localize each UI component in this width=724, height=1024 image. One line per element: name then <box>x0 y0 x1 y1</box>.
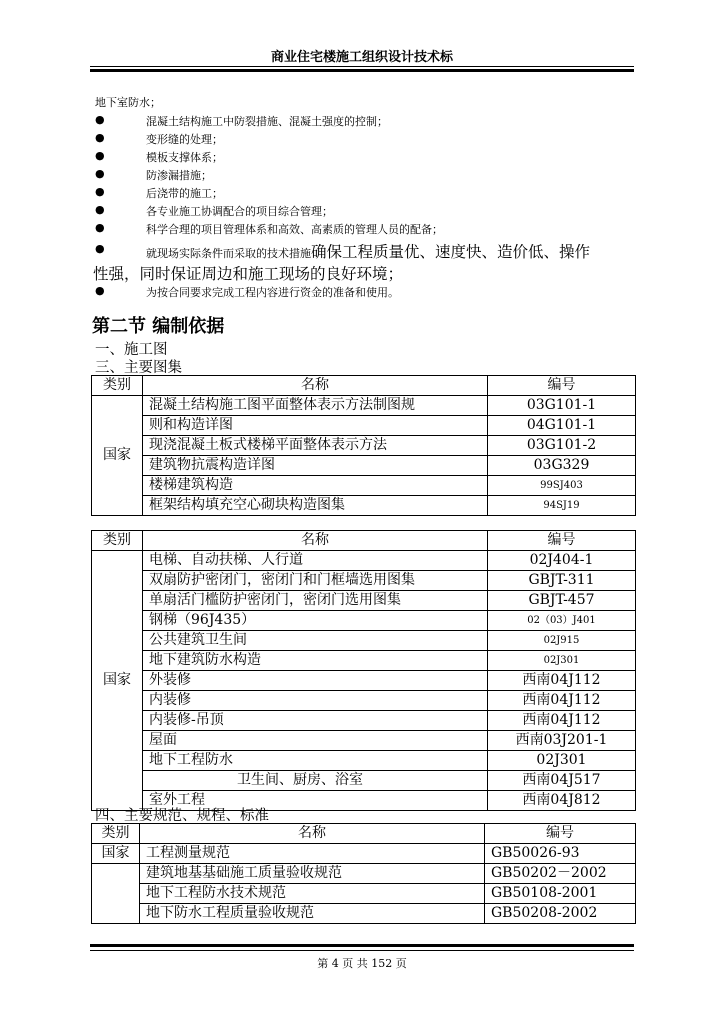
bullet-icon: ● <box>95 185 105 198</box>
table-row <box>92 671 636 691</box>
name-cell: 建筑地基基础施工质量验收规范 <box>140 864 485 884</box>
footer-rule-thin <box>90 950 634 951</box>
list-item: 后浇带的施工； <box>146 187 223 200</box>
list-item-long <box>146 240 590 262</box>
table-row <box>92 864 636 884</box>
code-cell: 西南03J201-1 <box>488 731 636 751</box>
category-cell-empty <box>92 904 140 924</box>
code-cell: GB50026-93 <box>485 844 636 864</box>
name-cell: 公共建筑卫生间 <box>143 631 488 651</box>
section-title: 第二节 编制依据 <box>92 316 225 337</box>
table-row <box>92 416 636 436</box>
name-cell: 则和构造详图 <box>143 416 488 436</box>
category-cell: 国家 <box>92 396 143 516</box>
name-cell: 钢梯（96J435） <box>143 611 488 631</box>
table-header-row <box>92 376 636 396</box>
code-cell: 西南04J112 <box>488 691 636 711</box>
bullet-icon: ● <box>95 242 105 255</box>
bullet-icon: ● <box>95 284 105 297</box>
atlas-table-1 <box>91 375 636 516</box>
name-cell: 楼梯建筑构造 <box>143 476 488 496</box>
bullet-icon: ● <box>95 149 105 162</box>
name-cell: 地下工程防水技术规范 <box>140 884 485 904</box>
name-cell: 框架结构填充空心砌块构造图集 <box>143 496 488 516</box>
name-cell: 地下防水工程质量验收规范 <box>140 904 485 924</box>
code-cell: 西南04J112 <box>488 711 636 731</box>
table-row <box>92 551 636 571</box>
category-cell-empty <box>92 864 140 884</box>
table-row <box>92 731 636 751</box>
category-cell: 国家 <box>92 551 143 811</box>
header-name: 名称 <box>143 531 488 551</box>
table-row <box>92 751 636 771</box>
name-cell: 工程测量规范 <box>140 844 485 864</box>
standards-table <box>91 823 636 924</box>
table-row <box>92 691 636 711</box>
table-row <box>92 611 636 631</box>
page-header-title: 商业住宅楼施工组织设计技术标 <box>270 50 453 65</box>
code-cell: 99SJ403 <box>488 476 636 496</box>
atlas-table-2 <box>91 530 636 811</box>
name-cell: 电梯、自动扶梯、人行道 <box>143 551 488 571</box>
name-cell: 双扇防护密闭门，密闭门和门框墙选用图集 <box>143 571 488 591</box>
table-row <box>92 844 636 864</box>
bullet-icon: ● <box>95 203 105 216</box>
name-cell: 室外工程 <box>143 791 488 811</box>
table-row <box>92 884 636 904</box>
name-cell: 现浇混凝土板式楼梯平面整体表示方法 <box>143 436 488 456</box>
header-name: 名称 <box>143 376 488 396</box>
name-cell: 地下建筑防水构造 <box>143 651 488 671</box>
table-row <box>92 571 636 591</box>
header-category: 类别 <box>92 531 143 551</box>
page-number: 第 4 页 共 152 页 <box>317 957 407 970</box>
table-row <box>92 651 636 671</box>
table-row <box>92 591 636 611</box>
name-cell: 单扇活门槛防护密闭门，密闭门选用图集 <box>143 591 488 611</box>
code-cell: GBJT-311 <box>488 571 636 591</box>
code-cell: 02J301 <box>488 651 636 671</box>
subsection-standards: 四、主要规范、规程、标准 <box>95 808 269 824</box>
name-cell: 内装修-吊顶 <box>143 711 488 731</box>
bullet-icon: ● <box>95 113 105 126</box>
code-cell: 03G329 <box>488 456 636 476</box>
subsection-drawings: 一、施工图 <box>95 342 168 358</box>
table-header-row <box>92 824 636 844</box>
table-row <box>92 771 636 791</box>
table-row <box>92 436 636 456</box>
list-item: 科学合理的项目管理体系和高效、高素质的管理人员的配备； <box>146 223 443 236</box>
header-code: 编号 <box>488 376 636 396</box>
table-row <box>92 476 636 496</box>
code-cell: 西南04J517 <box>488 771 636 791</box>
name-cell: 外装修 <box>143 671 488 691</box>
name-cell: 建筑物抗震构造详图 <box>143 456 488 476</box>
table-row <box>92 456 636 476</box>
code-cell: 03G101-1 <box>488 396 636 416</box>
list-item: 为按合同要求完成工程内容进行资金的准备和使用。 <box>146 286 399 299</box>
table-row <box>92 396 636 416</box>
header-category: 类别 <box>92 824 140 844</box>
table-header-row <box>92 531 636 551</box>
list-item: 防渗漏措施； <box>146 169 212 182</box>
list-item: 模板支撑体系； <box>146 151 223 164</box>
code-cell: 03G101-2 <box>488 436 636 456</box>
category-cell: 国家 <box>92 844 140 864</box>
header-category: 类别 <box>92 376 143 396</box>
code-cell: GB50202－2002 <box>485 864 636 884</box>
code-cell: 02J404-1 <box>488 551 636 571</box>
bullet-icon: ● <box>95 167 105 180</box>
code-cell: GB50108-2001 <box>485 884 636 904</box>
intro-lead: 地下室防水； <box>95 96 161 109</box>
category-cell-empty <box>92 884 140 904</box>
header-name: 名称 <box>140 824 485 844</box>
code-cell: GB50208-2002 <box>485 904 636 924</box>
list-item: 混凝土结构施工中防裂措施、混凝土强度的控制； <box>146 115 388 128</box>
name-cell: 卫生间、厨房、浴室 <box>143 771 488 791</box>
bullet-icon: ● <box>95 221 105 234</box>
list-item: 变形缝的处理； <box>146 133 223 146</box>
header-rule-thick <box>90 69 634 72</box>
list-item-continuation: 性强，同时保证周边和施工现场的良好环境； <box>93 265 404 283</box>
name-cell: 屋面 <box>143 731 488 751</box>
subsection-atlases: 三、主要图集 <box>95 360 182 376</box>
code-cell: 02（03）J401 <box>488 611 636 631</box>
header-code: 编号 <box>488 531 636 551</box>
name-cell: 混凝土结构施工图平面整体表示方法制图规 <box>143 396 488 416</box>
list-item-long-small: 就现场实际条件而采取的技术措施 <box>146 247 311 260</box>
list-item-long-large: 确保工程质量优、速度快、造价低、操作 <box>311 243 591 261</box>
table-row <box>92 496 636 516</box>
code-cell: 02J301 <box>488 751 636 771</box>
table-row <box>92 711 636 731</box>
table-row <box>92 631 636 651</box>
code-cell: 西南04J112 <box>488 671 636 691</box>
header-code: 编号 <box>485 824 636 844</box>
table-row <box>92 904 636 924</box>
code-cell: 西南04J812 <box>488 791 636 811</box>
bullet-icon: ● <box>95 131 105 144</box>
name-cell: 地下工程防水 <box>143 751 488 771</box>
name-cell: 内装修 <box>143 691 488 711</box>
code-cell: GBJT-457 <box>488 591 636 611</box>
code-cell: 04G101-1 <box>488 416 636 436</box>
header-rule-thin <box>90 66 634 67</box>
footer-rule-thick <box>90 944 634 947</box>
code-cell: 02J915 <box>488 631 636 651</box>
code-cell: 94SJ19 <box>488 496 636 516</box>
list-item: 各专业施工协调配合的项目综合管理； <box>146 205 333 218</box>
